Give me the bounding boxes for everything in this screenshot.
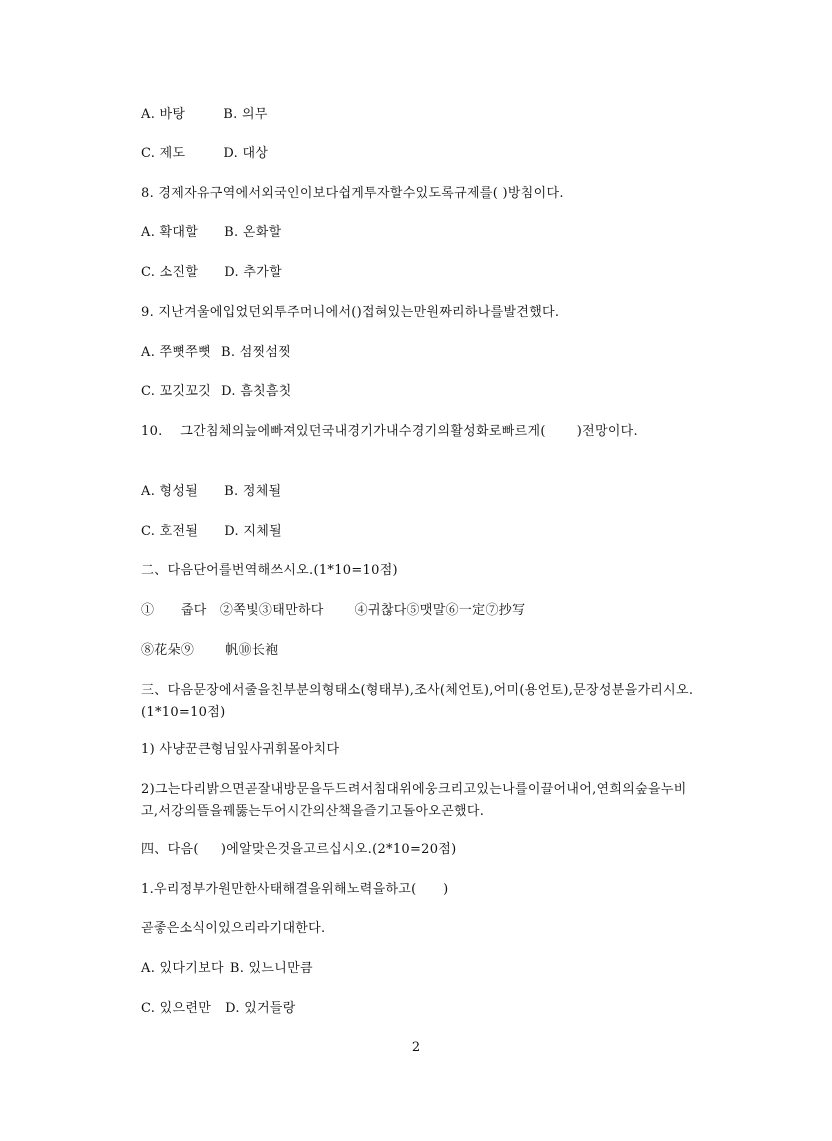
q10-options-row-2: [141, 521, 282, 543]
q8-options-row-1: [141, 222, 281, 244]
section4-heading: 四、다음( )에알맞은것을고르십시오.(2*10=20점): [141, 842, 457, 857]
q7-option-a: A. 바탕: [141, 107, 186, 122]
q7-option-c: C. 제도: [141, 146, 186, 161]
q7-option-b: B. 의무: [223, 107, 268, 122]
q7-options-row-2: [141, 143, 268, 165]
section4-q1-option-b: B. 있느니만큼: [229, 961, 313, 976]
q9-stem: 9. 지난겨울에입었던외투주머니에서()접혀있는만원짜리하나를발견했다.: [141, 305, 560, 320]
section4-q1-stem-line-2: 곧좋은소식이있으리라기대한다.: [141, 921, 326, 936]
q9-option-b: B. 섬찟섬찟: [221, 345, 292, 360]
q7-options-row-1: [141, 104, 268, 126]
section2-words-line-1: ① 줍다 ②쪽빛③태만하다 ④귀찮다⑤맷말⑥一定⑦抄写: [141, 603, 526, 618]
section4-q1-option-a: A. 있다기보다: [141, 961, 224, 976]
q10-options-row-1: [141, 481, 281, 503]
q9-options-row-2: [141, 381, 292, 403]
section4-q1-options-row-2: [141, 998, 296, 1020]
q10-option-c: C. 호전될: [141, 524, 199, 539]
section3-item-1: 1) 사냥꾼큰형님잎사귀휘몰아치다: [141, 742, 340, 757]
section2-heading: 二、다음단어를번역해쓰시오.(1*10=10점): [141, 563, 398, 578]
q8-options-row-2: [141, 262, 282, 284]
section3-item-2: 2)그는다리밝으면곧잘내방문을두드려서침대위에웅크리고있는나를이끌어내어,연희의숲을누비고,서강의뜰을꿰뚫는두어시간의산책을즐기고돌아오곤했다.: [141, 782, 687, 819]
q8-option-d: D. 추가할: [224, 265, 282, 280]
section4-q1-options-row-1: [141, 958, 313, 980]
section4-q1-option-d: D. 있거들랑: [225, 1001, 296, 1016]
q9-option-d: D. 흠칫흠칫: [221, 384, 292, 399]
q8-option-b: B. 온화할: [224, 225, 282, 240]
section3-heading: 三、다음문장에서줄을친부분의형태소(형태부),조사(체언토),어미(용언토),문장성분을가리시오.(1*10=10점): [141, 683, 694, 720]
q10-option-b: B. 정체될: [224, 484, 282, 499]
q9-option-c: C. 꼬깃꼬깃: [141, 384, 212, 399]
q10-stem: 10. 그간침체의늪에빠져있던국내경기가내수경기의활성화로빠르게( )전망이다.: [141, 424, 638, 439]
q8-option-c: C. 소진할: [141, 265, 199, 280]
q9-option-a: A. 쭈뼛쭈뼛: [141, 345, 211, 360]
q10-option-a: A. 형성될: [141, 484, 199, 499]
section4-q1-option-c: C. 있으련만: [141, 1001, 212, 1016]
section4-q1-stem-line-1: 1.우리정부가원만한사태해결을위해노력을하고( ): [141, 882, 449, 897]
q10-option-d: D. 지체될: [224, 524, 282, 539]
q9-options-row-1: [141, 342, 291, 364]
q8-option-a: A. 확대할: [141, 225, 199, 240]
page-number: 2: [411, 1040, 421, 1055]
section2-words-line-2: ⑧花朵⑨ 帆⑩长袍: [141, 643, 279, 658]
q7-option-d: D. 대상: [223, 146, 269, 161]
q8-stem: 8. 경제자유구역에서외국인이보다쉽게투자할수있도록규제를( )방침이다.: [141, 186, 564, 201]
